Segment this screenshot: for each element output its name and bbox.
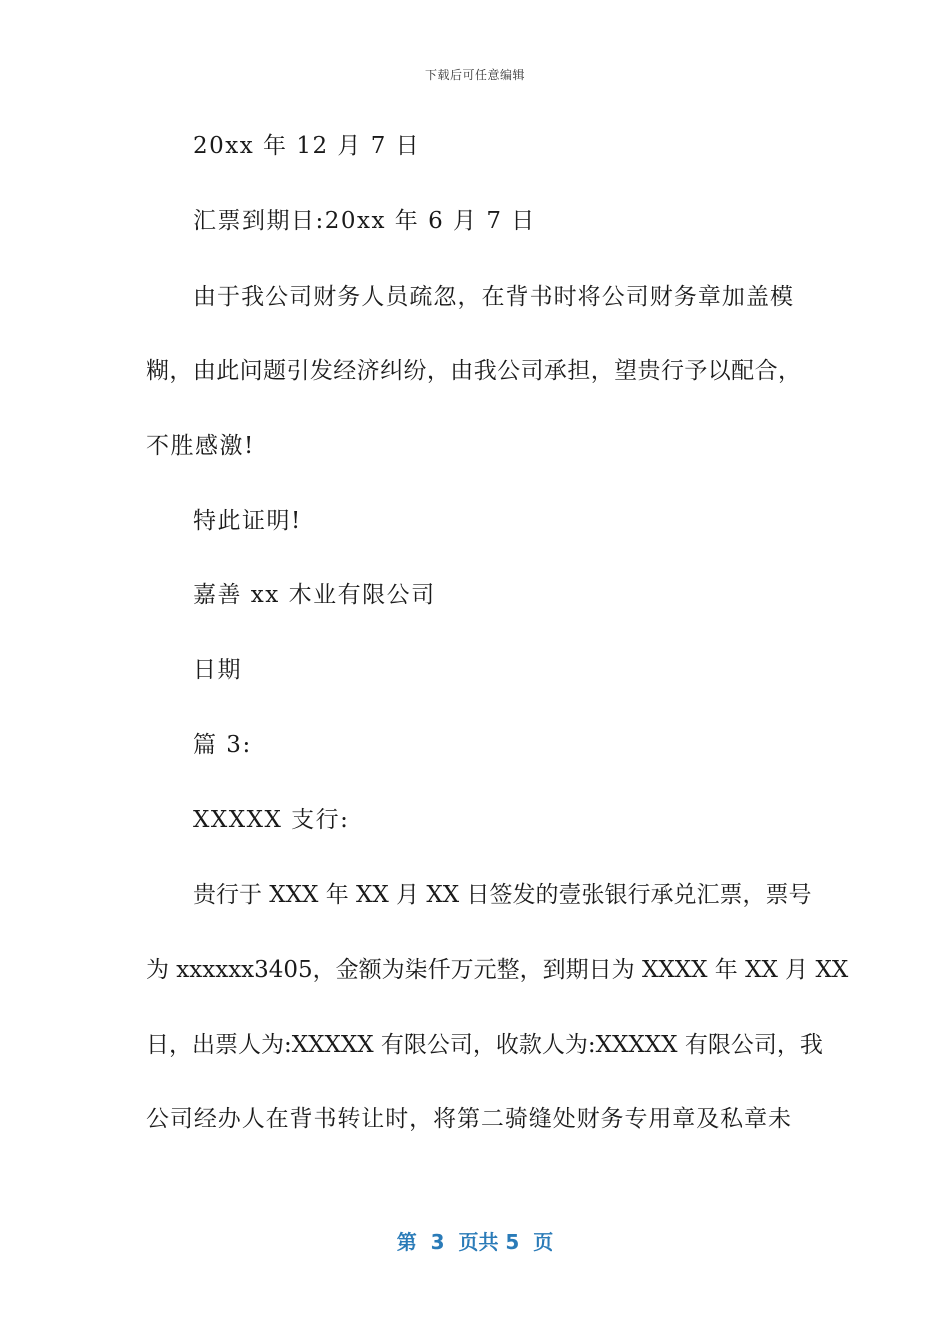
page-number: 第 3 页共 5 页 (396, 1230, 554, 1254)
date-label: 日期 (193, 657, 242, 683)
paragraph-line: 为 xxxxxx3405，金额为柒仟万元整，到期日为 XXXX 年 XX 月 XX (146, 957, 849, 983)
paragraph-line: 贵行于 XXX 年 XX 月 XX 日签发的壹张银行承兑汇票，票号 (193, 882, 812, 908)
paragraph-line: 公司经办人在背书转让时，将第二骑缝处财务专用章及私章未 (146, 1106, 791, 1132)
paragraph-line: 糊，由此问题引发经济纠纷，由我公司承担，望贵行予以配合， (146, 358, 801, 384)
page-header-note: 下载后可任意编辑 (424, 68, 525, 82)
paragraph-line: 由于我公司财务人员疏忽，在背书时将公司财务章加盖模 (193, 284, 793, 310)
date-line: 20xx 年 12 月 7 日 (193, 133, 421, 159)
company-name: 嘉善 xx 木业有限公司 (193, 582, 436, 608)
paragraph-line: 日，出票人为:XXXXX 有限公司，收款人为:XXXXX 有限公司，我 (146, 1032, 823, 1058)
certification-line: 特此证明! (193, 508, 302, 534)
paragraph-line: 不胜感激! (146, 433, 255, 459)
due-date-line: 汇票到期日:20xx 年 6 月 7 日 (193, 208, 536, 234)
addressee-line: XXXXX 支行: (193, 807, 350, 833)
section-heading: 篇 3: (193, 732, 252, 758)
